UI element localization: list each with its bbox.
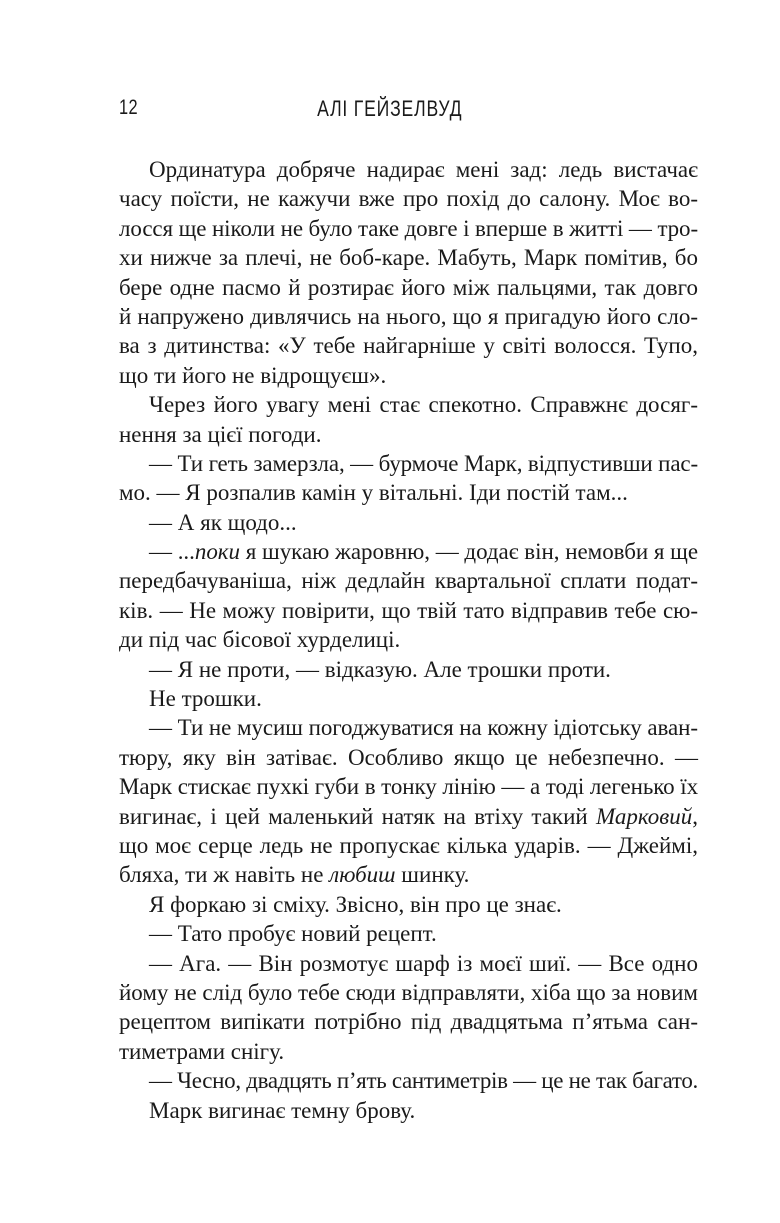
text-line: — Я не проти, — відказую. Але трошки проти.: [149, 656, 611, 682]
text-line: [119, 802, 698, 831]
text-line: тиметрами снігу.: [119, 1038, 285, 1064]
text-segment: — ...: [149, 539, 195, 565]
text-line: — Тато пробує новий рецепт.: [149, 921, 437, 947]
text-line: тюру, яку він затіває. Особливо якщо це небезпечно. —: [119, 744, 698, 770]
text-line: — Ти не мусиш погоджуватися на кожну ідіотську аван-: [149, 715, 698, 741]
text-segment: вигинає, і цей маленький натяк на втіху такий: [119, 803, 597, 829]
text-line: й напружено дивлячись на нього, що я пригадую його сло-: [119, 303, 698, 329]
text-line: передбачуваніша, ніж дедлайн квартальної сплати подат-: [119, 568, 698, 594]
text-segment: ,: [692, 803, 698, 829]
text-line: ва з дитинства: «У тебе найгарніше у світі волосся. Тупо,: [119, 333, 698, 359]
text-line: ків. — Не можу повірити, що твій тато відправив тебе сю-: [119, 597, 698, 623]
text-line: хи нижче за плечі, не боб-каре. Мабуть, Марк помітив, бо: [119, 245, 698, 271]
text-line: рецептом випікати потрібно під двадцятьма п’ятьма сан-: [119, 1009, 698, 1035]
body-text: [119, 155, 698, 1125]
text-line: Не трошки.: [149, 686, 262, 712]
page-number: 12: [119, 96, 139, 119]
text-segment: бляха, ти ж навіть не: [119, 862, 330, 888]
text-segment: я шукаю жаровню, — додає він, немовби я ще: [240, 539, 699, 565]
text-line: мо. — Я розпалив камін у вітальні. Іди постій там...: [119, 480, 628, 506]
running-head-author: АЛІ ГЕЙЗЕЛВУД: [317, 96, 463, 121]
text-line: [119, 860, 698, 889]
running-head: [0, 96, 780, 122]
text-line: — Ага. — Він розмотує шарф із моєї шиї. — Все одно: [149, 950, 698, 976]
text-line: що ти його не відрощуєш».: [119, 362, 387, 388]
text-line: — Ти геть замерзла, — бурмоче Марк, відпустивши пас-: [149, 450, 698, 476]
text-line: Ординатура добряче надирає мені зад: ледь вистачає: [149, 157, 698, 182]
text-line: йому не слід було тебе сюди відправляти, хіба що за новим: [119, 979, 698, 1005]
italic-emphasis: любиш: [329, 862, 396, 888]
text-line: Через його увагу мені стає спекотно. Справжнє досяг-: [149, 392, 698, 418]
text-line: бере одне пасмо й розтирає його між пальцями, так довго: [119, 274, 698, 300]
italic-emphasis: поки: [194, 539, 241, 565]
text-line: ди під час бісової хурделиці.: [119, 627, 401, 653]
italic-emphasis: Марковий: [596, 803, 693, 829]
text-line: лосся ще ніколи не було таке довге і вперше в житті — тро-: [119, 215, 698, 241]
text-line: — Чесно, двадцять п’ять сантиметрів — це не так багато.: [149, 1068, 698, 1094]
text-line: [119, 537, 698, 566]
text-line: Марк стискає пухкі губи в тонку лінію — а тоді легенько їх: [119, 774, 698, 800]
text-line: Я форкаю зі сміху. Звісно, він про це знає.: [149, 891, 562, 917]
text-line: — А як щодо...: [149, 509, 297, 535]
text-line: нення за цієї погоди.: [119, 421, 322, 447]
text-segment: шинку.: [395, 862, 470, 888]
text-line: часу поїсти, не кажучи вже про похід до салону. Моє во-: [119, 186, 698, 212]
text-line: що моє серце ледь не пропускає кілька ударів. — Джеймі,: [119, 832, 698, 858]
text-line: Марк вигинає темну брову.: [149, 1097, 416, 1123]
